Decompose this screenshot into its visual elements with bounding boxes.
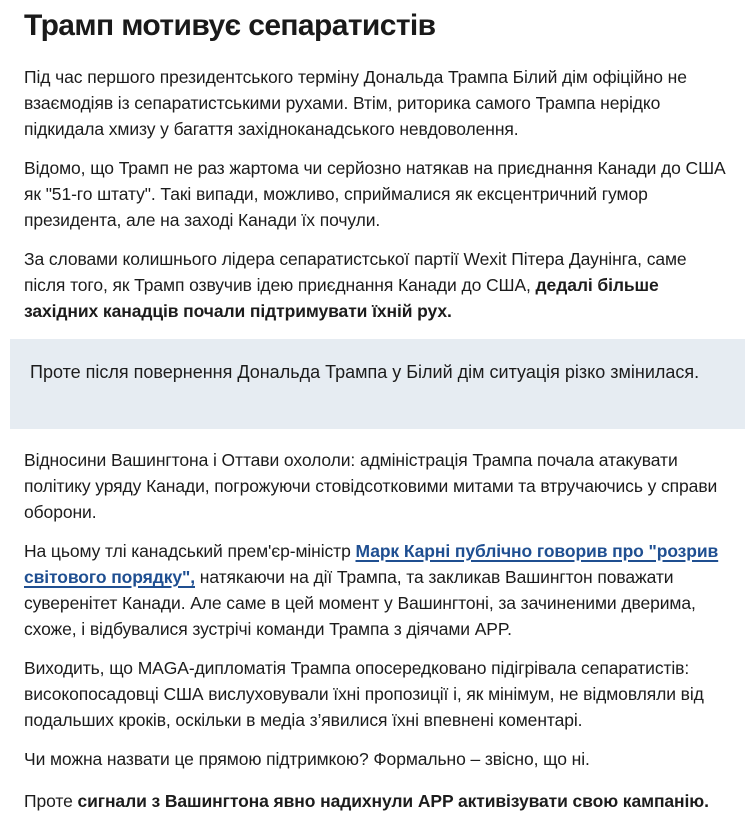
paragraph-6: Виходить, що MAGA-дипломатія Трампа опосередковано підігрівала сепаратистів: високопосадовці США вислуховували їхні пропозиції і, як мінімум, не відмовляли від подальших кроків, оскільки в медіа з’явилися їхні впевнені коментарі. [24,658,704,730]
paragraph-8-bold: сигнали з Вашингтона явно надихнули APP активізувати свою кампанію. [77,791,709,811]
article-heading: Трамп мотивує сепаратистів [24,9,436,42]
carney-world-order-link[interactable]: Марк Карні публічно говорив про "розрив світового порядку", [24,541,719,587]
highlight-quote-text: Проте після повернення Дональда Трампа у Білий дім ситуація різко змінилася. [30,362,700,382]
paragraph-8 [24,788,709,814]
paragraph-5-text-end: натякаючи на дії Трампа, та закликав Вашингтон поважати суверенітет Канади. Але саме в цей момент у Вашингтоні, за зачиненими дверима, схоже, і відбувалися зустрічі команди Трампа з діячами APP. [24,567,696,639]
paragraph-2: Відомо, що Трамп не раз жартома чи серйозно натякав на приєднання Канади до США як "51-го штату". Такі випади, можливо, сприймалися як ексцентричний гумор президента, але на заході Канади їх почули. [24,158,726,230]
paragraph-1: Під час першого президентського терміну Дональда Трампа Білий дім офіційно не взаємодіяв із сепаратистськими рухами. Втім, риторика самого Трампа нерідко підкидала хмизу у багаття західноканадського невдоволення. [24,67,687,139]
paragraph-3-text: За словами колишнього лідера сепаратистської партії Wexit Пітера Даунінга, саме після того, як Трамп озвучив ідею приєднання Канади до США, [24,249,687,295]
highlight-quote-box [10,339,745,429]
paragraph-5-text-start: На цьому тлі канадський прем'єр-міністр [24,541,356,561]
paragraph-3 [24,246,729,324]
paragraph-4: Відносини Вашингтона і Оттави охололи: адміністрація Трампа почала атакувати політику уряду Канади, погрожуючи стовідсотковими митами та втручаючись у справи оборони. [24,450,718,522]
paragraph-8-text: Проте [24,791,78,811]
paragraph-3-bold: дедалі більше західних канадців почали підтримувати їхній рух. [24,275,659,321]
paragraph-7: Чи можна назвати це прямою підтримкою? Формально – звісно, що ні. [24,749,590,769]
paragraph-5 [24,538,729,642]
